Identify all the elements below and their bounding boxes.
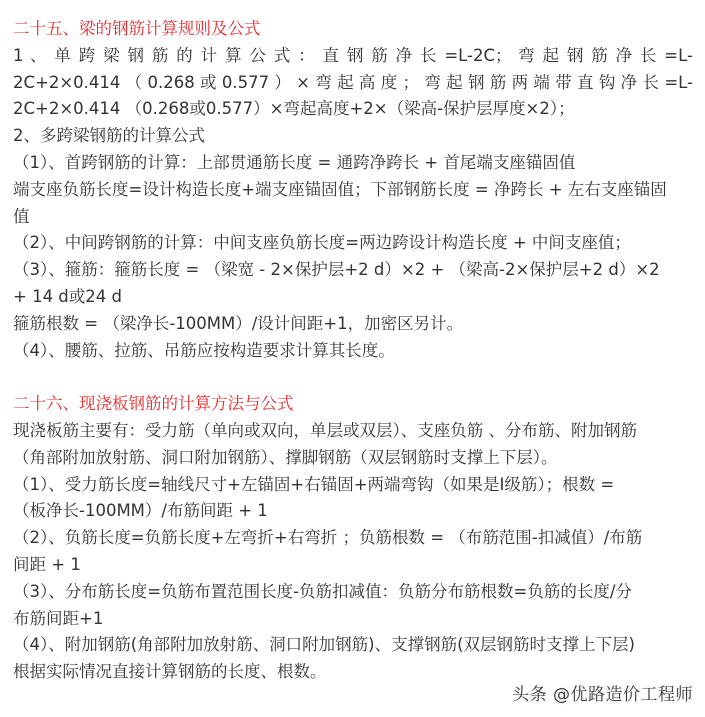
paragraph-line: 1 、 单 跨 梁 钢 筋 的 计 算 公 式 ： 直 钢 筋 净 长 =L-2C； 弯 起 钢 筋 净 长 =L-: [13, 45, 693, 65]
paragraph-line: （角部附加放射筋、洞口附加钢筋）、撑脚钢筋（双层钢筋时支撑上下层）。: [13, 447, 558, 467]
paragraph-line: 端支座负筋长度=设计构造长度+端支座锚固值；下部钢筋长度 = 净跨长 + 左右支座锚固: [13, 179, 667, 199]
section-heading-26: 二十六、现浇板钢筋的计算方法与公式: [13, 394, 294, 414]
paragraph-line: （板净长-100MM）/布筋间距 + 1: [13, 501, 268, 521]
watermark: 头条 @优路造价工程师: [512, 685, 693, 705]
paragraph-line: 间距 + 1: [13, 554, 81, 574]
paragraph-line: 2C+2×0.414 （ 0.268 或 0.577 ） × 弯 起 高 度 ； 弯 起 钢 筋 两 端 带 直 钩 净 长 =L-: [13, 72, 693, 92]
paragraph-line: 值: [13, 206, 30, 226]
section-spacer: [13, 364, 693, 391]
paragraph-line: （2）、中间跨钢筋的计算：中间支座负筋长度=两边跨设计构造长度 + 中间支座值；: [13, 233, 631, 253]
paragraph-line: （3）、分布筋长度=负筋布置范围长度-负筋扣减值：负筋分布筋根数=负筋的长度/分: [13, 581, 632, 601]
paragraph-line: （2）、负筋长度=负筋长度+左弯折+右弯折 ；负筋根数 = （布筋范围-扣减值）/布筋: [13, 528, 643, 548]
paragraph-line: （4）、附加钢筋(角部附加放射筋、洞口附加钢筋)、支撑钢筋(双层钢筋时支撑上下层): [13, 635, 635, 655]
paragraph-line: 箍筋根数 = （梁净长-100MM）/设计间距+1，加密区另计。: [13, 313, 464, 333]
paragraph-line: 布筋间距+1: [13, 608, 104, 628]
paragraph-line: 根据实际情况直接计算钢筋的长度、根数。: [13, 662, 327, 682]
paragraph-line: 2、多跨梁钢筋的计算公式: [13, 126, 205, 146]
article-body: [13, 16, 693, 686]
section-heading-25: 二十五、梁的钢筋计算规则及公式: [13, 19, 261, 38]
paragraph-line: （3）、箍筋：箍筋长度 = （梁宽 - 2×保护层+2 d）×2 + （梁高-2×保护层+2 d）×2: [13, 260, 660, 280]
paragraph-line: （1）、受力筋长度=轴线尺寸+左锚固+右锚固+两端弯钩（如果是Ⅰ级筋）；根数 =: [13, 474, 615, 494]
paragraph-line: + 14 d或24 d: [13, 286, 122, 306]
paragraph-line: （4）、腰筋、拉筋、吊筋应按构造要求计算其长度。: [13, 340, 395, 360]
paragraph-line: （1）、首跨钢筋的计算：上部贯通筋长度 = 通跨净跨长 + 首尾端支座锚固值: [13, 152, 576, 172]
paragraph-line: 现浇板筋主要有：受力筋（单向或双向，单层或双层）、支座负筋 、分布筋、附加钢筋: [13, 420, 637, 440]
paragraph-line: 2C+2×0.414 （0.268或0.577）×弯起高度+2×（梁高-保护层厚度×2）；: [13, 99, 575, 119]
